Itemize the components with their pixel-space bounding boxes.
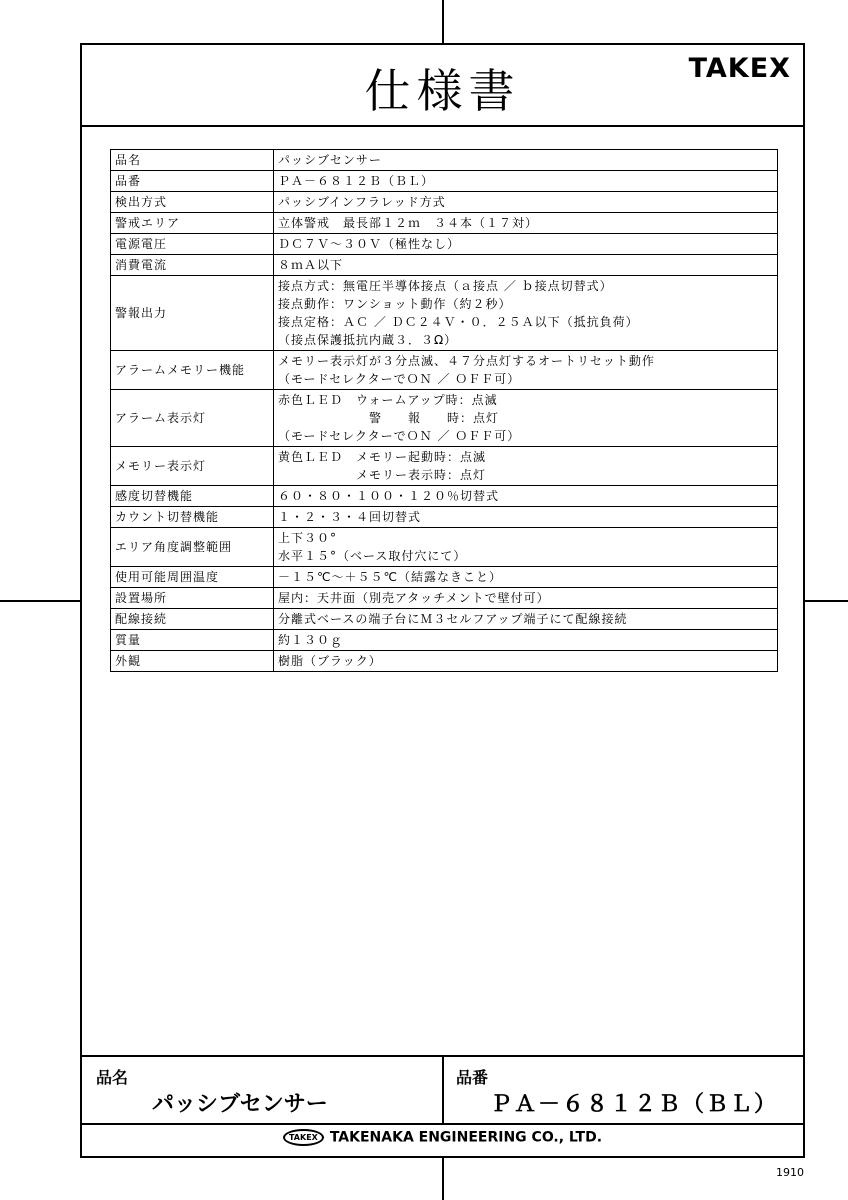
spec-value-line: １・２・３・４回切替式	[278, 510, 422, 524]
spec-value	[274, 447, 778, 486]
spec-label: 品番	[111, 171, 274, 192]
spec-value-line: 水平１５°（ベース取付穴にて）	[278, 549, 467, 563]
spec-label: 質量	[111, 630, 274, 651]
spec-label: 検出方式	[111, 192, 274, 213]
spec-label: 設置場所	[111, 588, 274, 609]
spec-value-line: 接点動作：ワンショット動作（約２秒）	[278, 297, 512, 311]
spec-value	[274, 192, 778, 213]
spec-value	[274, 351, 778, 390]
spec-value	[274, 486, 778, 507]
spec-value-line: 警 報 時：点灯	[278, 411, 500, 425]
header-divider	[82, 125, 803, 127]
spec-row	[111, 630, 778, 651]
spec-value-line: 接点方式：無電圧半導体接点（ａ接点 ／ ｂ接点切替式）	[278, 279, 613, 293]
brand-logo: TAKEX	[688, 53, 791, 84]
spec-value-line: ＰＡ－６８１２Ｂ（ＢＬ）	[278, 174, 435, 188]
spec-value	[274, 234, 778, 255]
spec-value-line: パッシブセンサー	[278, 153, 382, 167]
spec-value-line: ８ｍＡ以下	[278, 258, 344, 272]
spec-label: 使用可能周囲温度	[111, 567, 274, 588]
footer-number-value: ＰＡ－６８１２Ｂ（ＢＬ）	[490, 1092, 779, 1117]
spec-row	[111, 351, 778, 390]
document-code: 1910	[776, 1166, 804, 1179]
spec-value-line: 接点定格：ＡＣ ／ ＤＣ２４Ｖ・０．２５Ａ以下（抵抗負荷）	[278, 315, 639, 329]
spec-value	[274, 213, 778, 234]
spec-value-line: ＤＣ７Ｖ～３０Ｖ（極性なし）	[278, 237, 461, 251]
spec-label: 電源電圧	[111, 234, 274, 255]
footer-box	[82, 1055, 803, 1125]
company-logo: TAKEX	[283, 1129, 324, 1146]
page-title: 仕様書	[364, 64, 521, 118]
spec-row	[111, 171, 778, 192]
spec-value-line: メモリー表示灯が３分点滅、４７分点灯するオートリセット動作	[278, 354, 655, 368]
spec-row	[111, 507, 778, 528]
spec-value-line: －１５℃～＋５５℃（結露なきこと）	[278, 570, 502, 584]
spec-value-line: （モードセレクターでＯＮ ／ ＯＦＦ可）	[278, 429, 521, 443]
spec-row	[111, 255, 778, 276]
footer-name-value: パッシブセンサー	[152, 1092, 328, 1117]
spec-value-line: パッシブインフラレッド方式	[278, 195, 446, 209]
spec-table	[110, 149, 778, 672]
bottom-center-mark	[442, 1158, 444, 1200]
spec-label: メモリー表示灯	[111, 447, 274, 486]
spec-value	[274, 609, 778, 630]
spec-row	[111, 609, 778, 630]
spec-value	[274, 588, 778, 609]
spec-value-line: 赤色ＬＥＤ ウォームアップ時：点滅	[278, 393, 498, 407]
spec-sheet-frame	[80, 43, 805, 1158]
spec-value	[274, 651, 778, 672]
spec-row	[111, 213, 778, 234]
top-center-mark	[442, 0, 444, 43]
spec-label: アラーム表示灯	[111, 390, 274, 447]
spec-value	[274, 528, 778, 567]
spec-value-line: 上下３０°	[278, 531, 338, 545]
spec-value	[274, 276, 778, 351]
spec-value-line: 黄色ＬＥＤ メモリー起動時：点滅	[278, 450, 487, 464]
spec-row	[111, 486, 778, 507]
spec-label: 品名	[111, 150, 274, 171]
spec-label: 警戒エリア	[111, 213, 274, 234]
spec-row	[111, 528, 778, 567]
spec-row	[111, 276, 778, 351]
spec-value-line: （接点保護抵抗内蔵３．３Ω）	[278, 333, 458, 347]
footer-name-label: 品名	[96, 1068, 129, 1087]
spec-label: 外観	[111, 651, 274, 672]
spec-row	[111, 447, 778, 486]
spec-label: アラームメモリー機能	[111, 351, 274, 390]
spec-value-line: 樹脂（ブラック）	[278, 654, 382, 668]
footer-number-label: 品番	[456, 1068, 489, 1087]
spec-value	[274, 390, 778, 447]
spec-value	[274, 171, 778, 192]
spec-value	[274, 255, 778, 276]
spec-value	[274, 150, 778, 171]
left-center-mark	[0, 600, 80, 602]
spec-row	[111, 192, 778, 213]
spec-value	[274, 630, 778, 651]
spec-value-line: メモリー表示時：点灯	[278, 468, 487, 482]
spec-row	[111, 234, 778, 255]
spec-value-line: （モードセレクターでＯＮ ／ ＯＦＦ可）	[278, 372, 521, 386]
spec-value	[274, 507, 778, 528]
spec-label: カウント切替機能	[111, 507, 274, 528]
spec-value-line: 立体警戒 最長部１２ｍ ３４本（１７対）	[278, 216, 539, 230]
spec-row	[111, 651, 778, 672]
spec-row	[111, 390, 778, 447]
spec-label: 感度切替機能	[111, 486, 274, 507]
spec-row	[111, 567, 778, 588]
spec-label: 配線接続	[111, 609, 274, 630]
footer-divider	[442, 1057, 444, 1123]
company-name: TAKENAKA ENGINEERING CO., LTD.	[329, 1129, 603, 1146]
spec-label: エリア角度調整範囲	[111, 528, 274, 567]
spec-row	[111, 150, 778, 171]
spec-value-line: ６０・８０・１００・１２０％切替式	[278, 489, 500, 503]
company-line	[82, 1129, 803, 1146]
spec-row	[111, 588, 778, 609]
spec-value-line: 約１３０ｇ	[278, 633, 344, 647]
spec-label: 警報出力	[111, 276, 274, 351]
spec-value-line: 屋内：天井面（別売アタッチメントで壁付可）	[278, 591, 550, 605]
spec-label: 消費電流	[111, 255, 274, 276]
spec-value	[274, 567, 778, 588]
spec-value-line: 分離式ベースの端子台にＭ３セルフアップ端子にて配線接続	[278, 612, 628, 626]
right-center-mark	[805, 600, 848, 602]
